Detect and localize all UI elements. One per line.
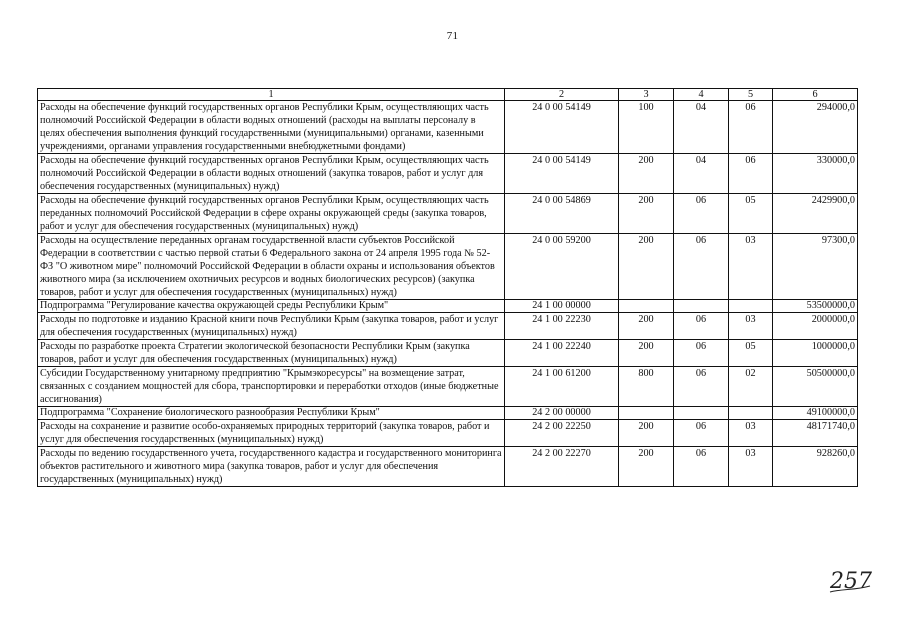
table-row — [38, 234, 858, 300]
expense-name: Расходы по подготовке и изданию Красной книги почв Республики Крым (закупка товаров, работ и услуг для обеспечения государственных (муниципальных) нужд) — [38, 313, 505, 340]
amount: 49100000,0 — [773, 407, 858, 420]
amount: 928260,0 — [773, 447, 858, 487]
budget-code: 24 2 00 22270 — [505, 447, 619, 487]
section: 06 — [674, 340, 729, 367]
subsection: 03 — [729, 420, 773, 447]
expense-name: Расходы на обеспечение функций государственных органов Республики Крым, осуществляющих часть полномочий Российской Федерации в области водных отношений (расходы на выплаты персоналу в целях обеспечения выполнения функций государственными (муниципальными) органами, казенными учреждениями, органами управления государственными внебюджетными фондами) — [38, 101, 505, 154]
expense-type: 100 — [619, 101, 674, 154]
section: 06 — [674, 447, 729, 487]
expense-type — [619, 407, 674, 420]
expense-name: Расходы по разработке проекта Стратегии экологической безопасности Республики Крым (закупка товаров, работ и услуг для обеспечения государственных (муниципальных) нужд) — [38, 340, 505, 367]
expense-type — [619, 300, 674, 313]
expense-name: Субсидии Государственному унитарному предприятию "Крымэкоресурсы" на возмещение затрат, связанных с созданием мощностей для сбора, транспортировки и переработки отходов (иные бюджетные ассигнования) — [38, 367, 505, 407]
budget-code: 24 0 00 54149 — [505, 154, 619, 194]
handwritten-signature — [828, 566, 872, 596]
section: 06 — [674, 194, 729, 234]
expense-type: 200 — [619, 234, 674, 300]
amount: 97300,0 — [773, 234, 858, 300]
column-header: 2 — [505, 89, 619, 101]
amount: 1000000,0 — [773, 340, 858, 367]
amount: 330000,0 — [773, 154, 858, 194]
subsection: 06 — [729, 154, 773, 194]
expense-name: Подпрограмма "Регулирование качества окружающей среды Республики Крым" — [38, 300, 505, 313]
budget-code: 24 1 00 00000 — [505, 300, 619, 313]
expense-type: 200 — [619, 340, 674, 367]
table-row — [38, 194, 858, 234]
amount: 2000000,0 — [773, 313, 858, 340]
expense-type: 200 — [619, 194, 674, 234]
amount: 50500000,0 — [773, 367, 858, 407]
budget-code: 24 1 00 22230 — [505, 313, 619, 340]
column-header: 6 — [773, 89, 858, 101]
subsection: 06 — [729, 101, 773, 154]
table-row — [38, 420, 858, 447]
expense-name: Расходы по ведению государственного учета, государственного кадастра и государственного мониторинга объектов растительного и животного мира (закупка товаров, работ и услуг для обеспечения государственных (муниципальных) нужд) — [38, 447, 505, 487]
table-row — [38, 154, 858, 194]
signature-number: 257 — [830, 569, 872, 594]
subsection: 03 — [729, 313, 773, 340]
budget-code: 24 2 00 22250 — [505, 420, 619, 447]
subsection: 05 — [729, 194, 773, 234]
section: 06 — [674, 313, 729, 340]
amount: 53500000,0 — [773, 300, 858, 313]
page-number: 71 — [446, 30, 459, 42]
section: 04 — [674, 101, 729, 154]
expense-name: Расходы на обеспечение функций государственных органов Республики Крым, осуществляющих часть полномочий Российской Федерации в области водных отношений (закупка товаров, работ и услуг для обеспечения государственных (муниципальных) нужд) — [38, 154, 505, 194]
table-row — [38, 367, 858, 407]
table-row-subprogram — [38, 407, 858, 420]
expense-type: 200 — [619, 154, 674, 194]
budget-code: 24 0 00 54869 — [505, 194, 619, 234]
subsection: 03 — [729, 234, 773, 300]
column-header: 3 — [619, 89, 674, 101]
section: 06 — [674, 234, 729, 300]
table-row-subprogram — [38, 300, 858, 313]
budget-code: 24 2 00 00000 — [505, 407, 619, 420]
table-row — [38, 101, 858, 154]
expense-name: Подпрограмма "Сохранение биологического разнообразия Республики Крым" — [38, 407, 505, 420]
expense-name: Расходы на сохранение и развитие особо-охраняемых природных территорий (закупка товаров, работ и услуг для обеспечения государственных (муниципальных) нужд) — [38, 420, 505, 447]
amount: 294000,0 — [773, 101, 858, 154]
budget-table — [37, 88, 858, 487]
section — [674, 407, 729, 420]
expense-name: Расходы на осуществление переданных органам государственной власти субъектов Российской Федерации в соответствии с частью первой статьи 6 Федерального закона от 24 апреля 1995 года № 52-ФЗ "О животном мире" полномочий Российской Федерации в области охраны и использования объектов животного мира (за исключением охотничьих ресурсов и водных биологических ресурсов) (закупка товаров, работ и услуг для обеспечения государственных (муниципальных) нужд) — [38, 234, 505, 300]
expense-type: 200 — [619, 420, 674, 447]
expense-type: 200 — [619, 447, 674, 487]
amount: 2429900,0 — [773, 194, 858, 234]
budget-code: 24 0 00 54149 — [505, 101, 619, 154]
budget-code: 24 0 00 59200 — [505, 234, 619, 300]
subsection: 05 — [729, 340, 773, 367]
section: 04 — [674, 154, 729, 194]
column-header: 1 — [38, 89, 505, 101]
table-row — [38, 340, 858, 367]
budget-code: 24 1 00 22240 — [505, 340, 619, 367]
table-row — [38, 447, 858, 487]
budget-code: 24 1 00 61200 — [505, 367, 619, 407]
column-header: 5 — [729, 89, 773, 101]
subsection — [729, 407, 773, 420]
column-header: 4 — [674, 89, 729, 101]
table-row — [38, 313, 858, 340]
subsection — [729, 300, 773, 313]
section — [674, 300, 729, 313]
expense-type: 800 — [619, 367, 674, 407]
table-header-row — [38, 89, 858, 101]
amount: 48171740,0 — [773, 420, 858, 447]
expense-name: Расходы на обеспечение функций государственных органов Республики Крым, осуществляющих часть переданных полномочий Российской Федерации в сфере охраны окружающей среды (закупка товаров, работ и услуг для обеспечения государственных (муниципальных) нужд) — [38, 194, 505, 234]
section: 06 — [674, 367, 729, 407]
section: 06 — [674, 420, 729, 447]
subsection: 02 — [729, 367, 773, 407]
subsection: 03 — [729, 447, 773, 487]
expense-type: 200 — [619, 313, 674, 340]
